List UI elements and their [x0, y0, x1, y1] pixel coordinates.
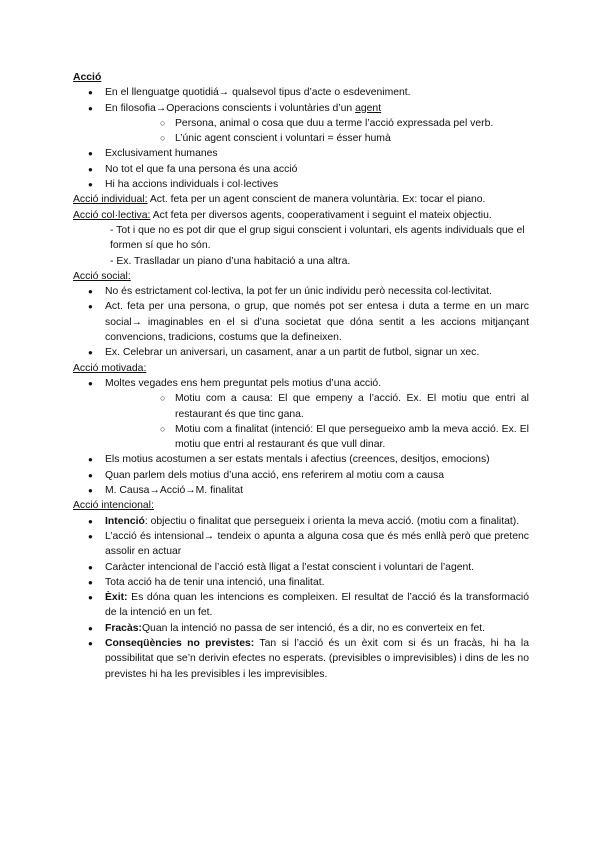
list-item-text: Moltes vegades ens hem preguntat pels motius d’una acció. — [105, 377, 382, 389]
social-list — [73, 284, 529, 360]
list-item — [73, 636, 529, 682]
motivada-list — [73, 376, 529, 498]
definition-text: Act feta per diversos agents, cooperativament i seguint el mateix objectiu. — [150, 209, 492, 221]
collectiva-note: - Ex. Traslladar un piano d’una habitació a una altra. — [110, 255, 351, 267]
sublist-item: ○ Persona, animal o cosa que duu a terme l’acció expressada pel verb. — [105, 116, 529, 131]
list-item: ● No tot el que fa una persona és una acció — [73, 162, 529, 177]
list-item: ● Els motius acostumen a ser estats mentals i afectius (creences, desitjos, emocions) — [73, 452, 529, 467]
motivada-sublist — [105, 391, 529, 452]
list-item-text: Es dóna quan les intencions es compleixen. El resultat de l’acció és la transformació de la intenció en un fet. — [105, 592, 529, 619]
definition-individual — [73, 192, 529, 207]
list-item-text: : objectiu o finalitat que persegueix i orienta la meva acció. (motiu com a finalitat). — [144, 515, 520, 527]
term-bold: Conseqüències no previstes: — [105, 637, 255, 649]
list-item — [73, 514, 529, 529]
term-bold: Èxit: — [105, 592, 128, 604]
sublist-item: ○ Motiu com a finalitat (intenció: El que persegueixo amb la meva acció. Ex. El motiu que entri al restaurant és que vull dinar. — [105, 422, 529, 453]
list-item-text: En filosofia→Operacions conscients i voluntàries d’un — [105, 102, 356, 114]
list-item: ● Tota acció ha de tenir una intenció, una finalitat. — [73, 575, 529, 590]
list-item — [73, 590, 529, 621]
list-item-text: Quan la intenció no passa de ser intenció, és a dir, no es converteix en fet. — [141, 622, 486, 634]
list-item-text: Tan si l’acció és un èxit com si és un fracàs, hi ha la possibilitat que se’n derivin efectes no esperats. (previsibles o imprevisibles) i dins de les no previstes hi ha les previsibles i les imprevisibles. — [105, 637, 529, 680]
agent-sublist — [105, 116, 529, 147]
list-item: ● Hi ha accions individuals i col·lectives — [73, 177, 529, 192]
list-item: ● Exclusivament humanes — [73, 146, 529, 161]
definition-text: Act. feta per un agent conscient de manera voluntària. Ex: tocar el piano. — [147, 194, 486, 206]
intencional-list — [73, 514, 529, 682]
definition-collectiva — [73, 208, 529, 223]
list-item: ● L’acció és intensional→ tendeix o apunta a alguna cosa que és més enllà però que pretenc assolir en actuar — [73, 529, 529, 560]
list-item: ● M. Causa→Acció→M. finalitat — [73, 483, 529, 498]
section-heading-intencional: Acció intencional: — [73, 500, 154, 512]
list-item — [73, 101, 529, 147]
sublist-item: ○ Motiu com a causa: El que empeny a l’acció. Ex. El motiu que entri al restaurant és que tinc gana. — [105, 391, 529, 422]
page-title: Acció — [73, 72, 102, 83]
document-page — [73, 70, 529, 682]
section-heading-motivada: Acció motivada: — [73, 362, 147, 374]
section-heading-social: Acció social: — [73, 270, 131, 282]
list-item: ● No és estrictament col·lectiva, la pot fer un únic individu però necessita col·lectivitat. — [73, 284, 529, 299]
term-bold: Fracàs: — [105, 622, 142, 634]
list-item: ● Caràcter intencional de l’acció està lligat a l’estat conscient i voluntari de l’agent. — [73, 560, 529, 575]
list-item: ● En el llenguatge quotidiá→ qualsevol tipus d’acte o esdeveniment. — [73, 85, 529, 100]
list-item: ● Act. feta per una persona, o grup, que només pot ser entesa i duta a terme en un marc social→ imaginables en el si d’una societat que dóna sentit a les accions mitjançant convencions, tradicions, costums que la defineixen. — [73, 299, 529, 345]
list-item: ● Quan parlem dels motius d’una acció, ens referirem al motiu com a causa — [73, 468, 529, 483]
intro-list — [73, 85, 529, 192]
agent-term: agent — [355, 102, 382, 114]
term-bold: Intenció — [105, 515, 145, 527]
list-item: ● Ex. Celebrar un aniversari, un casament, anar a un partit de futbol, signar un xec. — [73, 345, 529, 360]
list-item — [73, 376, 529, 452]
section-label: Acció col·lectiva: — [73, 209, 151, 221]
section-label: Acció individual: — [73, 194, 148, 206]
collectiva-note: - Tot i que no es pot dir que el grup sigui conscient i voluntari, els agents individuals que el formen sí que ho són. — [110, 224, 525, 252]
list-item — [73, 621, 529, 636]
sublist-item: ○ L’únic agent conscient i voluntari = ésser humà — [105, 131, 529, 146]
